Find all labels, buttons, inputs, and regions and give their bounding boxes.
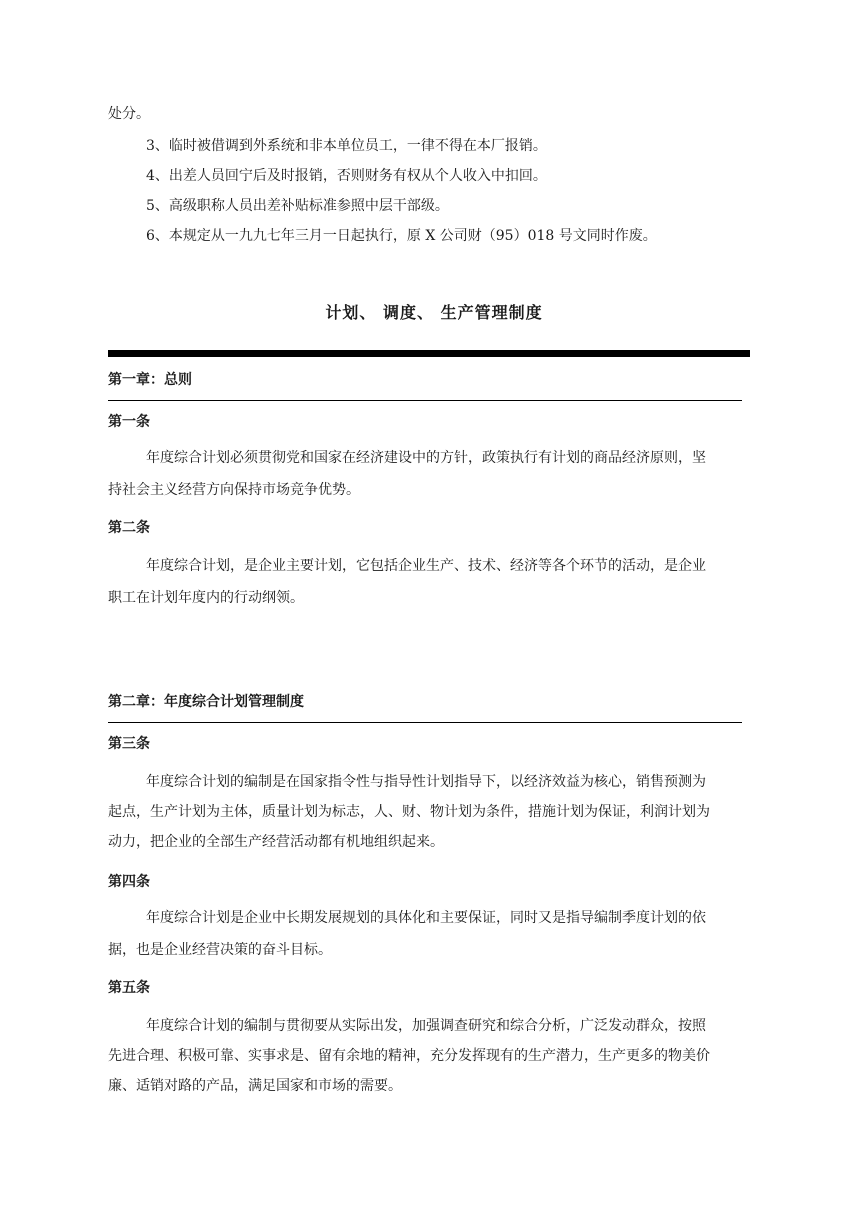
article-5-line-3: 廉、适销对路的产品，满足国家和市场的需要。 xyxy=(108,1078,402,1094)
article-2-heading: 第二条 xyxy=(108,520,150,536)
article-3-line-1: 年度综合计划的编制是在国家指令性与指导性计划指导下，以经济效益为核心，销售预测为 xyxy=(146,774,706,790)
chapter-2-heading: 第二章：年度综合计划管理制度 xyxy=(108,694,304,710)
article-5-line-1: 年度综合计划的编制与贯彻要从实际出发，加强调查研究和综合分析，广泛发动群众，按照 xyxy=(146,1018,706,1034)
article-2-line-2: 职工在计划年度内的行动纲领。 xyxy=(108,590,304,606)
intro-item-3: 3、临时被借调到外系统和非本单位员工，一律不得在本厂报销。 xyxy=(146,138,547,154)
document-title: 计划、 调度、 生产管理制度 xyxy=(325,303,543,322)
article-4-heading: 第四条 xyxy=(108,874,150,890)
intro-item-4: 4、出差人员回宁后及时报销，否则财务有权从个人收入中扣回。 xyxy=(146,168,547,184)
chapter-2-rule xyxy=(108,722,742,723)
article-1-line-1: 年度综合计划必须贯彻党和国家在经济建设中的方针，政策执行有计划的商品经济原则，坚 xyxy=(146,450,706,466)
title-rule xyxy=(108,350,750,357)
chapter-1-heading: 第一章：总则 xyxy=(108,372,192,388)
article-2-line-1: 年度综合计划，是企业主要计划，它包括企业生产、技术、经济等各个环节的活动，是企业 xyxy=(146,558,706,574)
article-4-line-2: 据，也是企业经营决策的奋斗目标。 xyxy=(108,942,332,958)
article-5-line-2: 先进合理、积极可靠、实事求是、留有余地的精神，充分发挥现有的生产潜力，生产更多的物美价 xyxy=(108,1048,710,1064)
article-3-line-3: 动力，把企业的全部生产经营活动都有机地组织起来。 xyxy=(108,834,444,850)
article-5-heading: 第五条 xyxy=(108,980,150,996)
intro-item-6: 6、本规定从一九九七年三月一日起执行，原 X 公司财（95）018 号文同时作废。 xyxy=(146,228,657,244)
article-1-heading: 第一条 xyxy=(108,414,150,430)
article-1-line-2: 持社会主义经营方向保持市场竞争优势。 xyxy=(108,482,360,498)
intro-line-0: 处分。 xyxy=(108,106,150,122)
chapter-1-rule xyxy=(108,400,742,401)
article-3-line-2: 起点，生产计划为主体，质量计划为标志，人、财、物计划为条件，措施计划为保证，利润计划为 xyxy=(108,804,710,820)
article-4-line-1: 年度综合计划是企业中长期发展规划的具体化和主要保证，同时又是指导编制季度计划的依 xyxy=(146,910,706,926)
article-3-heading: 第三条 xyxy=(108,736,150,752)
intro-item-5: 5、高级职称人员出差补贴标准参照中层干部级。 xyxy=(146,198,449,214)
